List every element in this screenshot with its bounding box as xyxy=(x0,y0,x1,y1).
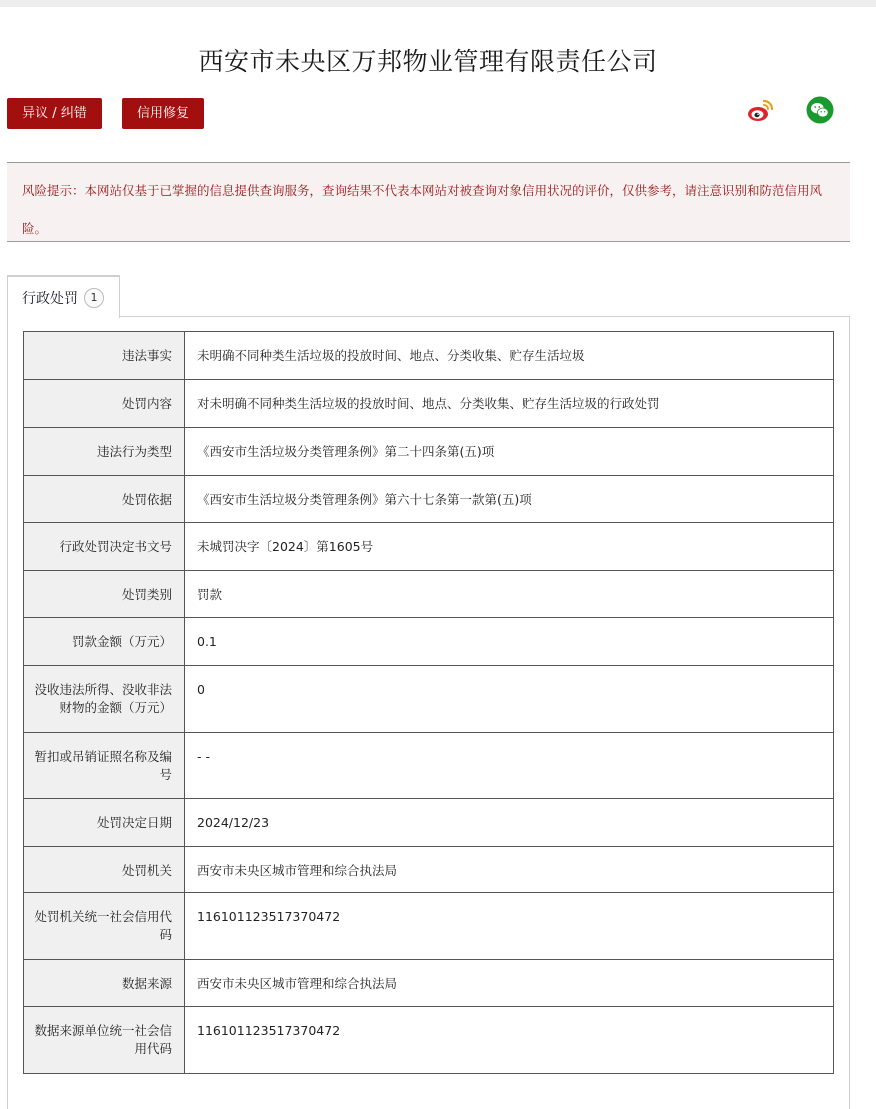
row-value: 《西安市生活垃圾分类管理条例》第六十七条第一款第(五)项 xyxy=(185,476,834,523)
row-label: 数据来源单位统一社会信用代码 xyxy=(24,1007,185,1074)
row-value: 11610112351737047​2 xyxy=(185,893,834,960)
table-row xyxy=(24,380,834,428)
risk-notice xyxy=(7,162,850,242)
row-label: 罚款金额（万元） xyxy=(24,618,185,666)
table-row xyxy=(24,428,834,476)
table-row xyxy=(24,960,834,1007)
weibo-icon xyxy=(746,97,774,125)
table-row xyxy=(24,733,834,799)
table-row xyxy=(24,847,834,893)
row-value: 0.1 xyxy=(185,618,834,666)
table-row xyxy=(24,476,834,523)
risk-heading: 风险提示： xyxy=(22,183,85,198)
row-label: 没收违法所得、没收非法财物的金额（万元） xyxy=(24,666,185,733)
row-value: 0 xyxy=(185,666,834,733)
row-value: 西安市未央区城市管理和综合执法局 xyxy=(185,960,834,1007)
row-label: 违法行为类型 xyxy=(24,428,185,476)
table-row xyxy=(24,332,834,380)
row-value: 116101123517370472 xyxy=(185,1007,834,1074)
table-row xyxy=(24,799,834,847)
objection-button[interactable]: 异议 / 纠错 xyxy=(7,98,102,129)
row-value: 未明确不同种类生活垃圾的投放时间、地点、分类收集、贮存生活垃圾 xyxy=(185,332,834,380)
row-value: 《西安市生活垃圾分类管理条例》第二十四条第(五)项 xyxy=(185,428,834,476)
table-row xyxy=(24,666,834,733)
table-row xyxy=(24,1007,834,1074)
row-label: 暂扣或吊销证照名称及编号 xyxy=(24,733,185,799)
risk-text: 本网站仅基于已掌握的信息提供查询服务，查询结果不代表本网站对被查询对象信用状况的评价，仅供参考，请注意识别和防范信用风险。 xyxy=(22,183,823,236)
row-label: 处罚类别 xyxy=(24,571,185,618)
row-label: 处罚决定日期 xyxy=(24,799,185,847)
wechat-icon xyxy=(806,96,834,124)
row-value: 西安市未央区城市管理和综合执法局 xyxy=(185,847,834,893)
row-value: 对未明确不同种类生活垃圾的投放时间、地点、分类收集、贮存生活垃圾的行政处罚 xyxy=(185,380,834,428)
row-label: 处罚依据 xyxy=(24,476,185,523)
row-value: 未城罚决字〔2024〕第1605号 xyxy=(185,523,834,571)
tab-label: 行政处罚 xyxy=(22,290,78,307)
table-row xyxy=(24,571,834,618)
row-value: 2024/12/23 xyxy=(185,799,834,847)
penalty-detail-table xyxy=(23,331,834,1074)
row-value: - - xyxy=(185,733,834,799)
row-label: 处罚机关统一社会信用代码 xyxy=(24,893,185,960)
weibo-share-button[interactable] xyxy=(746,97,774,125)
row-value: 罚款 xyxy=(185,571,834,618)
row-label: 数据来源 xyxy=(24,960,185,1007)
row-label: 处罚机关 xyxy=(24,847,185,893)
row-label: 处罚内容 xyxy=(24,380,185,428)
row-label: 行政处罚决定书文号 xyxy=(24,523,185,571)
row-label: 违法事实 xyxy=(24,332,185,380)
wechat-share-button[interactable] xyxy=(806,96,834,124)
tab-count-badge: 1 xyxy=(84,288,104,308)
table-row xyxy=(24,618,834,666)
table-row xyxy=(24,523,834,571)
top-strip xyxy=(0,0,876,7)
page-title: 西安市未央区万邦物业管理有限责任公司 xyxy=(198,47,658,76)
credit-repair-button[interactable]: 信用修复 xyxy=(122,98,204,129)
tab-administrative-penalty[interactable] xyxy=(7,275,120,318)
table-row xyxy=(24,893,834,960)
